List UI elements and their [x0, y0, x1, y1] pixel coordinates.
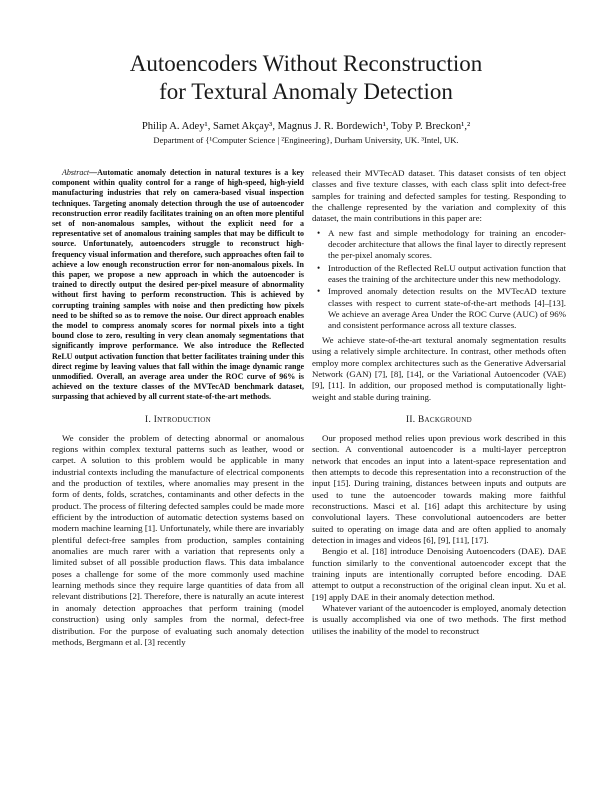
author-list: Philip A. Adey¹, Samet Akçay³, Magnus J. R. Bordewich¹, Toby P. Breckon¹,² [141, 121, 471, 132]
bullet-icon: • [317, 227, 321, 238]
list-item [317, 286, 566, 331]
intro-paragraph-3: We achieve state-of-the-art textural anomaly segmentation results using a relatively simple architecture. In contrast, other methods often employ more complex architectures such as the Generative Adversarial Network (GAN) [7], [8], [14], or the Variational Autoencoder (VAE) [9], [11]. In addition, our proposed method is computationally light-weight and stable during training. [312, 334, 566, 402]
bullet-icon: • [317, 286, 321, 297]
affiliation-line: Department of {¹Computer Science | ²Engineering}, Durham University, UK. ³Intel, UK. [153, 135, 459, 145]
title-line-1: Autoencoders Without Reconstruction [129, 51, 483, 76]
intro-paragraph-1: We consider the problem of detecting abnormal or anomalous regions within complex textural patterns such as leather, wood or carpet. A solution to this problem would be applicable in many industrial contexts including the manufacture of electrical components and the production of textiles, where anomalies may present in the form of dents, folds, scratches, contaminants and other defects in the product. The process of filtering defected samples could be made more efficient by the introduction of automatic detection systems based on modern machine learning [1]. Unfortunately, while there are invariably plentiful defect-free samples from production, samples containing anomalies are much rarer with a variation that represents only a limited subset of all possible production flaws. This data imbalance poses a challenge for some of the more commonly used machine learning methods since they require large quantities of data from all relevant distributions [2]. Therefore, there is naturally an acute interest in anomaly detection approaches that perform training (model construction) using only samples from the normal, defect-free distribution. For the purpose of evaluating such anomaly detection methods, Bergmann et al. [3] recently [52, 432, 304, 647]
background-heading: II. Background [406, 414, 472, 425]
background-paragraph-3: Whatever variant of the autoencoder is employed, anomaly detection is usually accomplished via one of two methods. The first method utilises the inability of the model to reconstruct [312, 603, 566, 636]
abstract-block [52, 168, 304, 403]
paper-title [0, 50, 612, 106]
title-line-2: for Textural Anomaly Detection [159, 79, 453, 104]
contribution-2: Introduction of the Reflected ReLU output activation function that eases the training of the architecture under this new methodology. [328, 262, 566, 285]
background-paragraph-2: Bengio et al. [18] introduce Denoising Autoencoders (DAE). DAE function similarly to the conventional autoencoder except that the training inputs are intentionally corrupted before encoding. DAE attempt to output a reconstruction of the original clean input. Xu et al. [19] apply DAE in their anomaly detection method. [312, 546, 566, 602]
bullet-icon: • [317, 262, 321, 273]
background-paragraph-1: Our proposed method relies upon previous work described in this section. A conventional autoencoder is a multi-layer perceptron network that encodes an input into a latent-space representation and then attempts to decode this representation into a reconstruction of the input [15]. During training, distances between inputs and outputs are used to tune the autoencoder towards making more faithful reconstructions. Masci et al. [16] adapt this architecture by using convolutional layers. These convolutional autoencoders are better suited to operating on image data and are often applied to anomaly detection in images and videos [6], [9], [11], [17]. [312, 432, 566, 545]
abstract-label: Abstract [62, 168, 90, 177]
right-column [312, 168, 566, 637]
abstract-text: —Automatic anomaly detection in natural textures is a key component within quality control for a range of high-speed, high-yield manufacturing industries that rely on camera-based visual inspection techniques. Targeting anomaly detection through the use of autoencoder reconstruction error readily facilitates training on an often more plentiful set of non-anomalous samples, without the explicit need for a representative set of anomalous training samples that may be difficult to source. Unfortunately, autoencoders struggle to reconstruct high-frequency visual information and therefore, such approaches often fail to achieve a low enough reconstruction error for non-anomalous pixels. In this paper, we propose a new approach in which the autoencoder is trained to directly output the desired per-pixel measure of abnormality without first having to perform reconstruction. This is achieved by corrupting training samples with noise and then predicting how pixels need to be shifted so as to remove the noise. Our direct approach enables the model to compress anomaly scores for normal pixels into a tight bound close to zero, resulting in very clean anomaly segmentations that significantly improve performance. We also introduce the Reflected ReLU output activation function that better facilitates training under this direct regime by leaving values that fall within the image dynamic range unmodified. Overall, an average area under the ROC curve of 96% is achieved on the texture classes of the MVTecAD benchmark dataset, surpassing that achieved by all current state-of-the-art methods. [52, 168, 304, 402]
list-item [317, 227, 566, 262]
list-item [317, 262, 566, 286]
intro-paragraph-2: released their MVTecAD dataset. This dataset consists of ten object classes and five texture classes, with each class split into defect-free samples for training and defected samples for testing. Responding to the challenge represented by the variation and complexity of this dataset, the main contributions in this paper are: [312, 168, 566, 224]
contribution-3: Improved anomaly detection results on the MVTecAD texture classes with respect to current state-of-the-art methods [4]–[13]. We achieve an average Area Under the ROC Curve (AUC) of 96% and consistent performance across all texture classes. [328, 286, 566, 331]
left-column [52, 168, 304, 648]
contribution-1: A new fast and simple methodology for training an encoder-decoder architecture that allows the final layer to directly represent the per-pixel anomaly scores. [328, 227, 566, 261]
contributions-list [312, 228, 566, 332]
intro-heading: I. Introduction [145, 414, 211, 425]
